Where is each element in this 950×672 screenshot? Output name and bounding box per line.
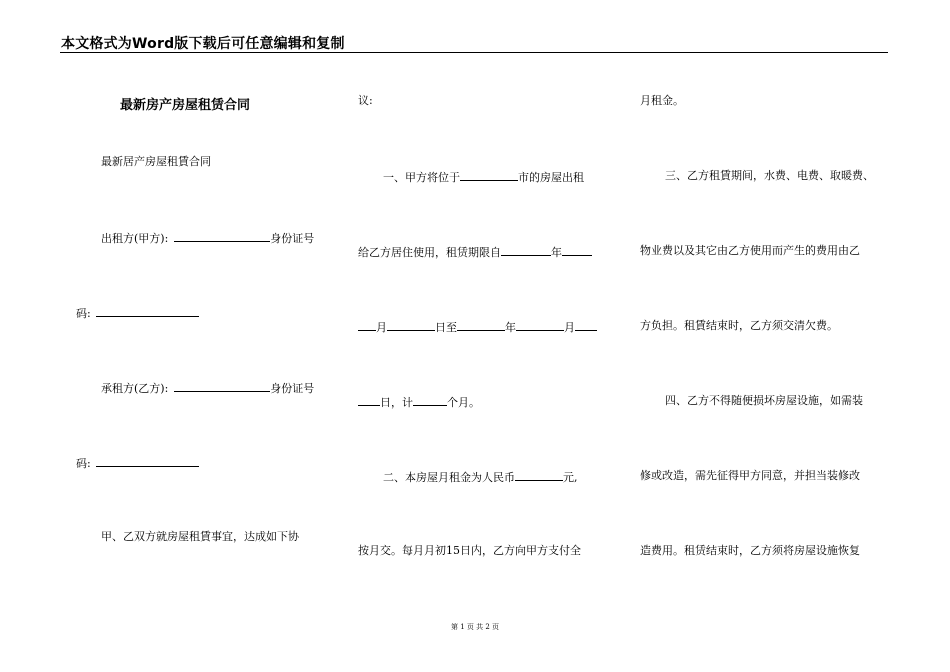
end-month-blank <box>516 319 564 331</box>
clause-2-line-3: 月租金。 <box>640 94 684 107</box>
clause-4-line-2: 修或改造，需先征得甲方同意，并担当装修改 <box>640 469 860 482</box>
end-year-blank <box>457 319 505 331</box>
header-title: 本文格式为Word版下载后可任意编辑和复制 <box>61 36 345 52</box>
clause-4-line-1: 四、乙方不得随便损坏房屋设施，如需装 <box>665 394 863 407</box>
lessor-line <box>101 230 314 245</box>
header-divider <box>60 52 888 53</box>
lessee-name-blank <box>174 380 270 392</box>
lessor-id-label: 身份证号 <box>270 232 315 245</box>
clause-1-line-2: 给乙方居住使用，租赁期限自 年 <box>358 244 592 259</box>
lessee-id-blank <box>96 455 199 467</box>
agreement-intro-cont: 议: <box>358 94 373 107</box>
clause-1-line-4: 日，计 个月。 <box>358 394 480 409</box>
contract-subtitle: 最新居产房屋租賃合同 <box>101 155 211 168</box>
start-year-blank <box>501 244 551 256</box>
rent-amount-blank <box>515 469 563 481</box>
lessor-id-code-label: 码: <box>76 307 91 320</box>
clause-1-line-1: 一、甲方将位于 市的房屋出租 <box>383 171 584 184</box>
lessee-label: 承租方(乙方): <box>101 382 169 395</box>
agreement-intro: 甲、乙双方就房屋租賃事宜，达成如下协 <box>101 530 299 543</box>
start-month-blank <box>562 244 592 256</box>
lessor-id-blank <box>96 305 199 317</box>
lessee-id-line <box>76 455 199 470</box>
clause-2-line-2: 按月交。每月月初15日内，乙方向甲方支付全 <box>358 544 581 557</box>
start-day-blank <box>387 319 435 331</box>
clause-2-line-1: 二、本房屋月租金为人民币 元, <box>383 471 578 484</box>
clause-1-line-3: 月 日至 年 月 <box>358 319 597 334</box>
clause-4-line-3: 造费用。租赁结束时，乙方须将房屋设施恢复 <box>640 544 860 557</box>
months-count-blank <box>413 394 447 406</box>
page-number: 第 1 页 共 2 页 <box>450 623 500 631</box>
end-day-blank <box>575 319 597 331</box>
lessor-label: 出租方(甲方): <box>101 232 169 245</box>
lessee-line <box>101 380 314 395</box>
lessor-id-line <box>76 305 199 320</box>
city-blank <box>460 169 518 181</box>
start-month-cont-blank <box>358 319 376 331</box>
end-day-cont-blank <box>358 394 380 406</box>
clause-3-line-3: 方负担。租賃结束时，乙方须交清欠费。 <box>640 319 838 332</box>
lessee-id-code-label: 码: <box>76 457 91 470</box>
lessee-id-label: 身份证号 <box>270 382 315 395</box>
clause-3-line-2: 物业费以及其它由乙方使用而产生的费用由乙 <box>640 244 860 257</box>
clause-3-line-1: 三、乙方租賃期间，水费、电费、取暖费、 <box>665 169 874 182</box>
document-title: 最新房产房屋租赁合同 <box>120 98 251 113</box>
lessor-name-blank <box>174 230 270 242</box>
